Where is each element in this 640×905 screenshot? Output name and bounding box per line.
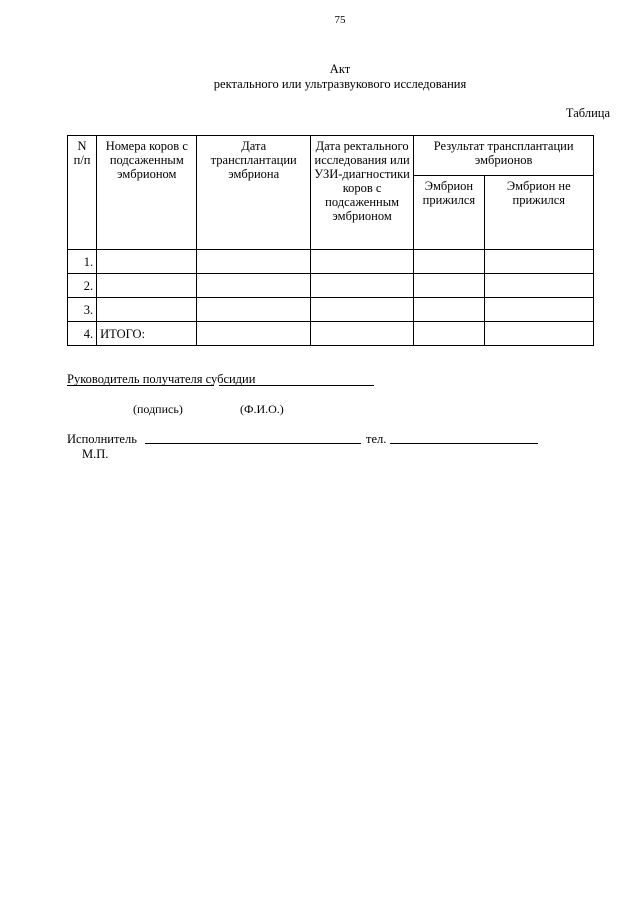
cell-empty (197, 274, 310, 298)
executor-line (145, 442, 361, 444)
header-diagnostic-date: Дата ректального исследования или УЗИ-диагностики коров с подсаженным эмбрионом (310, 136, 413, 250)
page-number: 75 (334, 14, 346, 26)
cell-empty (484, 322, 593, 346)
signature-line (67, 384, 214, 386)
cell-cows (97, 250, 197, 274)
cell-empty (197, 250, 310, 274)
header-embryo-not-took: Эмбрион не прижился (484, 176, 593, 250)
header-cow-numbers: Номера коров с подсаженным эмбрионом (97, 136, 197, 250)
title-line-1: Акт (329, 62, 351, 76)
header-num: N п/п (68, 136, 97, 250)
name-caption: (Ф.И.О.) (240, 402, 284, 416)
cell-empty (414, 298, 484, 322)
table-row (68, 274, 594, 298)
table-label: Таблица (565, 106, 610, 120)
title-line-2: ректального или ультразвукового исследования (213, 77, 467, 91)
cell-empty (414, 274, 484, 298)
executor-label: Исполнитель (67, 432, 137, 446)
cell-empty (310, 250, 413, 274)
stamp-label: М.П. (82, 447, 109, 461)
tel-line (390, 442, 538, 444)
cell-empty (310, 322, 413, 346)
cell-total-label: ИТОГО: (97, 322, 197, 346)
header-result: Результат трансплантации эмбрионов (414, 136, 594, 176)
cell-cows (97, 298, 197, 322)
table-row (68, 250, 594, 274)
row-number: 2. (68, 274, 97, 298)
cell-empty (484, 298, 593, 322)
table-row (68, 298, 594, 322)
cell-empty (484, 250, 593, 274)
row-number: 4. (68, 322, 97, 346)
row-number: 3. (68, 298, 97, 322)
cell-empty (197, 322, 310, 346)
cell-empty (414, 250, 484, 274)
cell-empty (414, 322, 484, 346)
row-number: 1. (68, 250, 97, 274)
document-title (0, 62, 640, 92)
head-label: Руководитель получателя субсидии (67, 372, 256, 386)
cell-empty (484, 274, 593, 298)
header-transplant-date: Дата трансплантации эмбриона (197, 136, 310, 250)
header-embryo-took: Эмбрион прижился (414, 176, 484, 250)
cell-cows (97, 274, 197, 298)
table-row (68, 322, 594, 346)
cell-empty (310, 274, 413, 298)
cell-empty (197, 298, 310, 322)
act-table (67, 135, 594, 346)
name-line (219, 384, 374, 386)
signature-caption: (подпись) (133, 402, 183, 416)
cell-empty (310, 298, 413, 322)
tel-label: тел. (366, 432, 387, 446)
